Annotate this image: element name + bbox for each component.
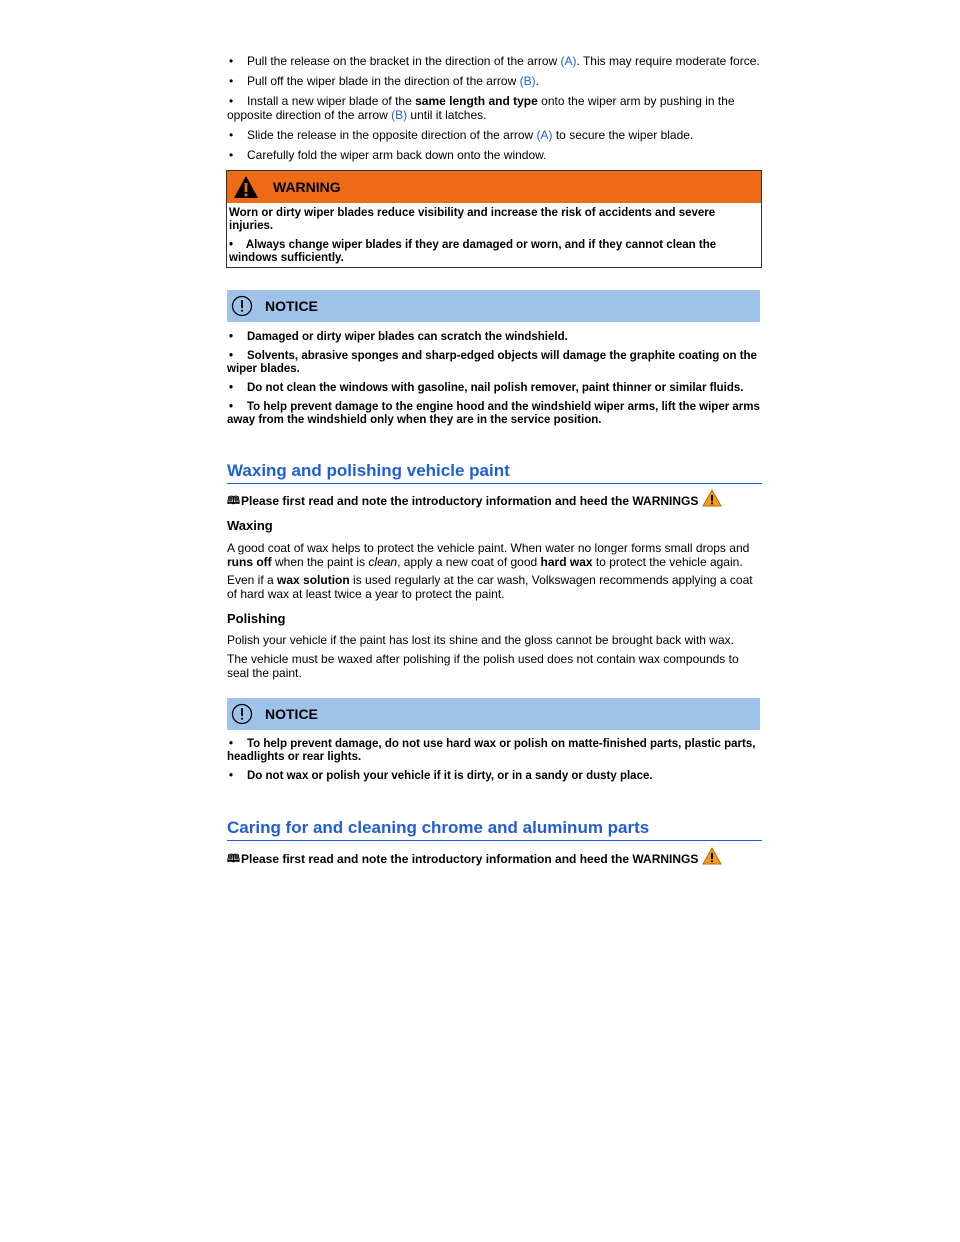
bullet: •: [229, 738, 234, 750]
arrow-b-link[interactable]: (B): [391, 108, 408, 122]
polishing-paragraph-1: Polish your vehicle if the paint has lost its shine and the gloss cannot be brought back with wax.: [227, 633, 734, 647]
warning-text: Worn or dirty wiper blades reduce visibility and increase the risk of accidents and severe injuries.: [229, 207, 716, 232]
step-bold-text: same length and type: [415, 94, 538, 108]
warning-triangle-icon: [233, 175, 259, 199]
bullet: •: [229, 770, 234, 782]
arrow-a-link[interactable]: (A): [536, 128, 553, 142]
bold-text: hard wax: [540, 555, 593, 569]
polishing-heading: Polishing: [227, 611, 286, 626]
bullet: •: [229, 54, 234, 68]
bullet: •: [229, 94, 234, 108]
bold-text: wax solution: [277, 573, 350, 587]
notice-item-text: Damaged or dirty wiper blades can scratch the windshield.: [247, 331, 568, 343]
notice-exclamation-icon: [231, 295, 253, 317]
waxing-paragraph-2: [227, 573, 762, 601]
bold-text: runs off: [227, 555, 272, 569]
notice-item: [227, 331, 762, 344]
step-item: [227, 94, 762, 122]
step-text: Pull off the wiper blade in the direction of the arrow: [247, 74, 520, 88]
italic-text: clean: [368, 555, 398, 569]
arrow-b-link[interactable]: (B): [519, 74, 536, 88]
step-text: Pull the release on the bracket in the direction of the arrow: [247, 54, 561, 68]
book-icon: 🕮: [227, 495, 240, 507]
arrow-a-link[interactable]: (A): [560, 54, 577, 68]
bullet: •: [229, 331, 234, 343]
notice-item: [227, 382, 762, 395]
warning-header: [227, 171, 761, 203]
step-text-mid: onto the wiper arm by pushing in the opposite direction of the arrow: [227, 94, 735, 122]
warning-bullet: [229, 239, 757, 265]
step-text-end: to secure the wiper blade.: [552, 128, 694, 142]
notice-title: NOTICE: [265, 706, 318, 722]
waxing-heading: Waxing: [227, 518, 273, 533]
notice-item: [227, 401, 762, 427]
text: when the paint is: [271, 555, 369, 569]
intro-line: [227, 852, 762, 866]
intro-line: [227, 494, 762, 508]
book-icon: 🕮: [227, 853, 240, 865]
polishing-paragraph-2: The vehicle must be waxed after polishing if the polish used does not contain wax compounds to seal the paint.: [227, 652, 739, 680]
step-item: [227, 54, 762, 68]
bullet: •: [229, 382, 234, 394]
warning-triangle-icon[interactable]: [702, 489, 722, 507]
notice-item-text: Do not wax or polish your vehicle if it is dirty, or in a sandy or dusty place.: [247, 770, 653, 782]
warning-body: [227, 203, 761, 265]
bullet: •: [229, 128, 234, 142]
text: is used regularly at the car wash, Volkswagen recommends applying a coat of hard wax at least twice a year to protect the paint.: [227, 573, 753, 601]
notice-header: [227, 698, 760, 730]
notice-item-text: Do not clean the windows with gasoline, nail polish remover, paint thinner or similar fluids.: [247, 382, 744, 394]
warning-triangle-icon[interactable]: [702, 847, 722, 865]
step-text: Carefully fold the wiper arm back down onto the window.: [247, 148, 547, 162]
bullet: •: [229, 401, 234, 413]
notice-item-text: Solvents, abrasive sponges and sharp-edged objects will damage the graphite coating on the wiper blades.: [227, 350, 757, 375]
step-text: Slide the release in the opposite direction of the arrow: [247, 128, 537, 142]
notice-item: [227, 738, 762, 764]
step-text-end: . This may require moderate force.: [576, 54, 760, 68]
notice-list: [227, 331, 762, 433]
step-text: Install a new wiper blade of the: [247, 94, 416, 108]
waxing-paragraph-1: [227, 541, 762, 569]
text: , apply a new coat of good: [397, 555, 541, 569]
notice-item: [227, 770, 762, 783]
section-heading-waxing-polishing: Waxing and polishing vehicle paint: [227, 461, 762, 484]
step-item: [227, 74, 762, 88]
bullet: •: [229, 148, 234, 162]
bullet: •: [229, 239, 234, 251]
wiper-steps-list: [227, 54, 762, 168]
step-text-end: .: [535, 74, 539, 88]
warning-bullet-text: Always change wiper blades if they are damaged or worn, and if they cannot clean the windows sufficiently.: [229, 239, 717, 264]
text: Even if a: [227, 573, 278, 587]
notice-item-text: To help prevent damage to the engine hood and the windshield wiper arms, lift the wiper arms away from the windshield only when they are in the service position.: [227, 401, 760, 426]
step-item: [227, 128, 762, 142]
notice-title: NOTICE: [265, 298, 318, 314]
intro-text: Please first read and note the introductory information and heed the WARNINGS: [240, 852, 699, 866]
bullet: •: [229, 74, 234, 88]
notice-item: [227, 350, 762, 376]
warning-title: WARNING: [273, 179, 341, 195]
step-item: [227, 148, 762, 162]
notice-list: [227, 738, 762, 789]
warning-box: [226, 170, 762, 268]
notice-exclamation-icon: [231, 703, 253, 725]
step-text-end: until it latches.: [407, 108, 487, 122]
section-heading-chrome-aluminum: Caring for and cleaning chrome and aluminum parts: [227, 818, 762, 841]
notice-item-text: To help prevent damage, do not use hard wax or polish on matte-finished parts, plastic parts, headlights or rear lights.: [227, 738, 756, 763]
notice-header: [227, 290, 760, 322]
text: A good coat of wax helps to protect the vehicle paint. When water no longer forms small drops and: [227, 541, 750, 555]
intro-text: Please first read and note the introductory information and heed the WARNINGS: [240, 494, 699, 508]
text: to protect the vehicle again.: [592, 555, 743, 569]
bullet: •: [229, 350, 234, 362]
